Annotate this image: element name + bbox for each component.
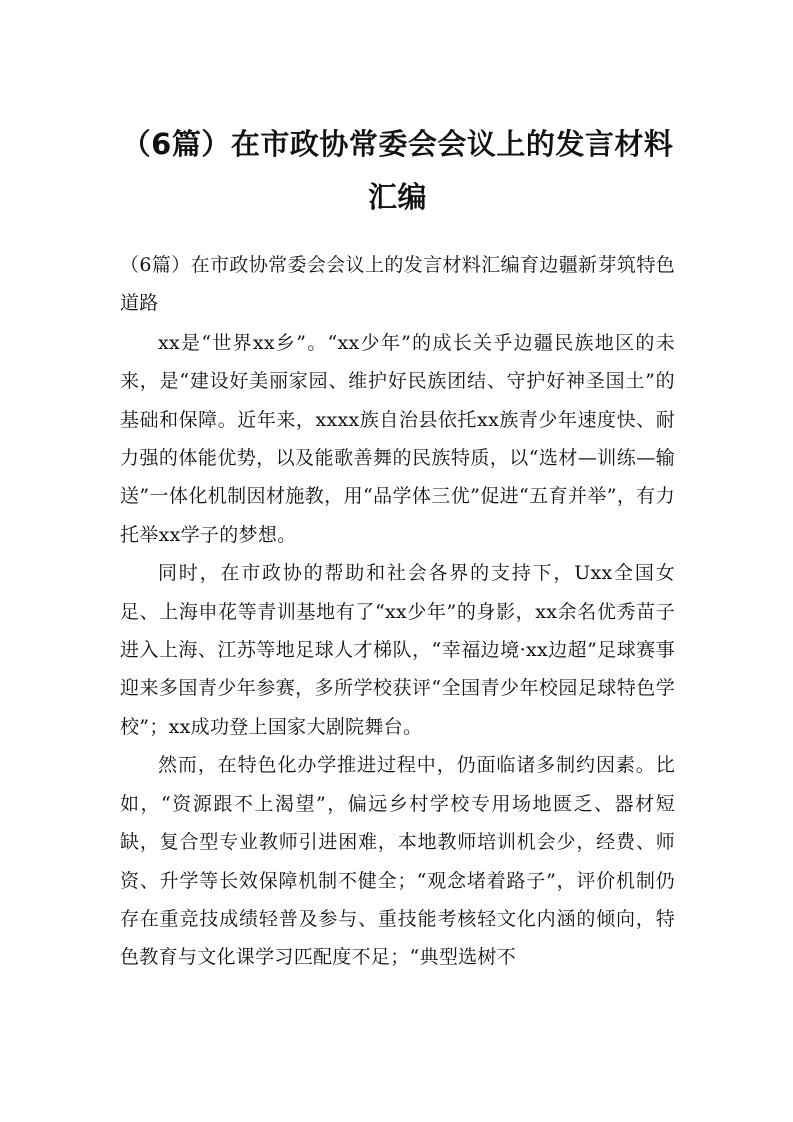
body-paragraph: 然而，在特色化办学推进过程中，仍面临诸多制约因素。比如，“资源跟不上渴望”，偏远乡村学校专用场地匮乏、器材短缺，复合型专业教师引进困难，本地教师培训机会少，经费、师资、升学等长效保障机制不健全；“观念堵着路子”，评价机制仍存在重竞技成绩轻普及参与、重技能考核轻文化内涵的倾向，特色教育与文化课学习匹配度不足；“典型选树不 (120, 754, 675, 969)
document-title (110, 118, 685, 224)
title-line-1: （6篇）在市政协常委会会议上的发言材料 (121, 127, 674, 161)
body-paragraph: 同时，在市政协的帮助和社会各界的支持下，Uxx全国女足、上海申花等青训基地有了“xx少年”的身影，xx余名优秀苗子进入上海、江苏等地足球人才梯队，“幸福边境·xx边超”足球赛事迎来多国青少年参赛，多所学校获评“全国青少年校园足球特色学校”；xx成功登上国家大剧院舞台。 (120, 562, 675, 738)
body-paragraph: xx是“世界xx乡”。“xx少年”的成长关乎边疆民族地区的未来，是“建设好美丽家园、维护好民族团结、守护好神圣国土”的基础和保障。近年来，xxxx族自治县依托xx族青少年速度快、耐力强的体能优势，以及能歌善舞的民族特质，以“选材—训练—输送”一体化机制因材施教，用“品学体三优”促进“五育并举”，有力托举xx学子的梦想。 (120, 331, 675, 546)
subtitle-paragraph: （6篇）在市政协常委会会议上的发言材料汇编育边疆新芽筑特色道路 (120, 254, 675, 315)
title-line-2: 汇编 (367, 180, 427, 214)
document-body (120, 246, 675, 977)
